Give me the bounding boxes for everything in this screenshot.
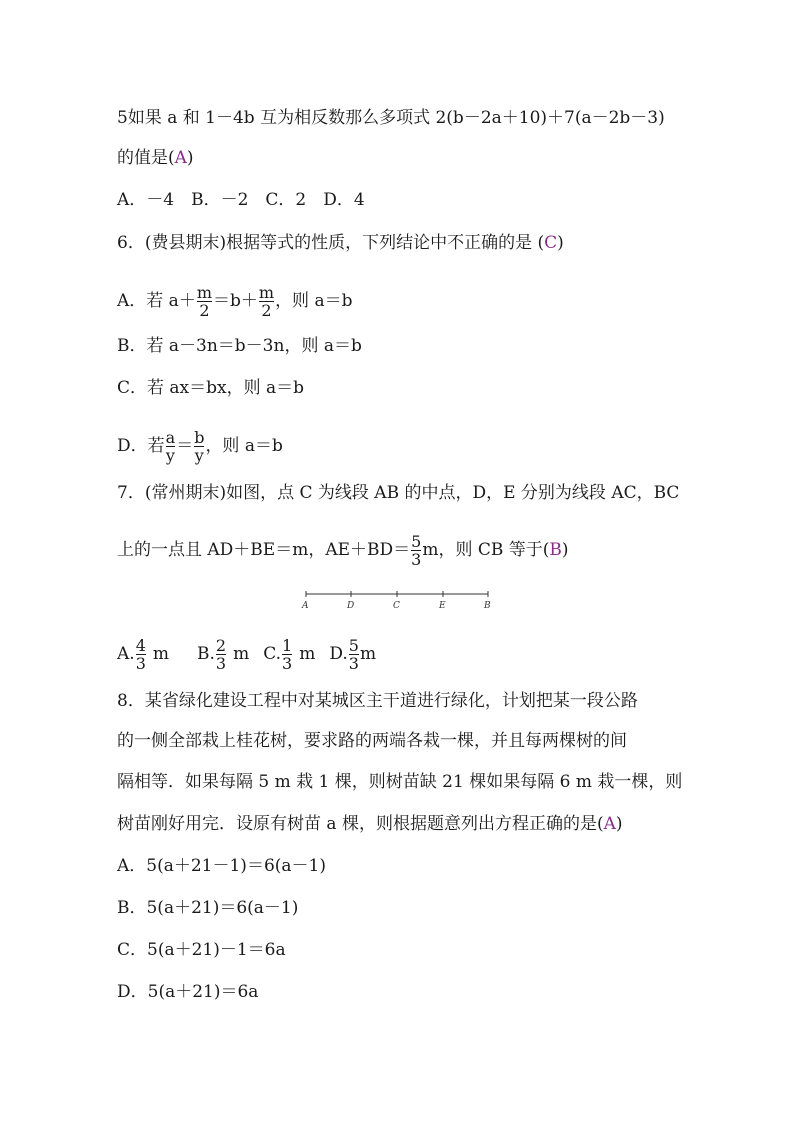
q7-opt-c-label: C.: [263, 644, 282, 664]
q7-opt-b-frac: $\frac{2}{3}$: [215, 636, 227, 673]
q8-option-d: [117, 982, 258, 1002]
q6-option-c-text: C．若 ax＝bx，则 a＝b: [117, 378, 305, 398]
q8-line1: [117, 691, 638, 711]
q7-line2-suffix: m，则 CB 等于: [422, 540, 543, 560]
q7-answer: B: [549, 540, 562, 560]
q8-option-a: [117, 856, 326, 876]
q8-option-d-text: D．5(a＋21)＝6a: [117, 982, 259, 1002]
q7-segment-figure: [298, 586, 498, 612]
q6-option-d: [117, 429, 283, 464]
q6-option-c: [117, 378, 304, 398]
q5-answer: A: [174, 148, 187, 168]
q8-line3-text: 隔相等．如果每隔 5 m 栽 1 棵，则树苗缺 21 棵如果每隔 6 m 栽一棵，则: [117, 772, 683, 792]
q7-opt-a-unit: m: [152, 644, 169, 664]
q7-opt-a-frac: $\frac{4}{3}$: [135, 636, 146, 673]
q6-option-d-prefix: D．若: [117, 436, 165, 456]
q6-option-d-frac1: $\frac{a}{y}$: [165, 428, 176, 465]
q6-option-d-eq: ＝: [176, 436, 194, 456]
q6-option-b: [117, 336, 362, 356]
q7-line2-prefix: 上的一点且 AD＋BE＝m，AE＋BD＝: [117, 540, 411, 560]
q7-opt-a-label: A.: [117, 644, 135, 664]
q6-option-a: [117, 284, 352, 319]
label-a: A: [302, 601, 309, 611]
q7-opt-c-unit: m: [299, 644, 316, 664]
q7-opt-b-label: B.: [197, 644, 215, 664]
q6-option-b-text: B．若 a－3n＝b－3n，则 a＝b: [117, 336, 362, 356]
q8-option-b: [117, 898, 298, 918]
q5-options-text: A．－4 B．－2 C．2 D．4: [117, 190, 365, 210]
segment-diagram: [298, 586, 498, 612]
q8-line3: [117, 772, 682, 792]
q5-stem: [117, 108, 665, 128]
q6-option-d-suffix: ，则 a＝b: [205, 436, 283, 456]
q8-line4-text: 树苗刚好用完．设原有树苗 a 棵，则根据题意列出方程正确的是: [117, 814, 597, 834]
label-e: E: [439, 601, 446, 611]
q6-option-d-frac2: $\frac{b}{y}$: [194, 428, 205, 465]
q8-answer: A: [603, 814, 616, 834]
q6-option-a-frac1: $\frac{m}{2}$: [196, 283, 212, 320]
q8-option-c: [117, 940, 286, 960]
q7-stem: [117, 483, 679, 503]
q8-line2-text: 的一侧全部栽上桂花树，要求路的两端各栽一棵，并且每两棵树的间: [117, 731, 627, 751]
q7-opt-d-label: D.: [329, 644, 348, 664]
q5-options: [117, 190, 365, 210]
q8-line4: 树苗刚好用完．设原有树苗 a 棵，则根据题意列出方程正确的是(A): [117, 814, 623, 834]
q7-opt-d-unit: m: [359, 644, 377, 664]
q8-option-a-text: A．5(a＋21－1)＝6(a－1): [117, 856, 326, 876]
q7-stem-line2: 上的一点且 AD＋BE＝m，AE＋BD＝ $\frac{5}{3}$ m，则 CB 等于(B): [117, 532, 569, 569]
q6-answer: C: [544, 233, 558, 253]
q6-option-a-suffix: ，则 a＝b: [275, 291, 353, 311]
q5-stem-line2: 的值是(A): [117, 148, 194, 168]
q6-stem: 6．(费县期末)根据等式的性质，下列结论中不正确的是 (C): [117, 233, 564, 253]
q6-option-a-mid: ＝b＋: [213, 291, 258, 311]
q7-opt-c-frac: $\frac{1}{3}$: [282, 636, 293, 673]
q8-line1-text: 8．某省绿化建设工程中对某城区主干道进行绿化，计划把某一段公路: [117, 691, 638, 711]
q7-stem-text: 7．(常州期末)如图，点 C 为线段 AB 的中点，D，E 分别为线段 AC，BC: [117, 483, 680, 503]
q7-options: [117, 637, 376, 672]
q6-stem-text: 6．(费县期末)根据等式的性质，下列结论中不正确的是: [117, 233, 533, 253]
q8-line2: [117, 731, 627, 751]
q7-opt-d-frac: $\frac{5}{3}$: [348, 636, 359, 673]
q8-option-b-text: B．5(a＋21)＝6(a－1): [117, 898, 299, 918]
q5-stem-line2-text: 的值是: [117, 148, 168, 168]
label-b: B: [484, 601, 491, 611]
q5-stem-text: 5如果 a 和 1－4b 互为相反数那么多项式 2(b－2a＋10)＋7(a－2b－3): [117, 108, 665, 128]
label-d: D: [347, 601, 355, 611]
q7-opt-b-unit: m: [233, 644, 250, 664]
q8-option-c-text: C．5(a＋21)－1＝6a: [117, 940, 286, 960]
q6-option-a-frac2: $\frac{m}{2}$: [258, 283, 275, 320]
q7-line2-frac: $\frac{5}{3}$: [411, 532, 422, 569]
label-c: C: [393, 601, 400, 611]
q6-option-a-prefix: A．若 a＋: [117, 291, 196, 311]
